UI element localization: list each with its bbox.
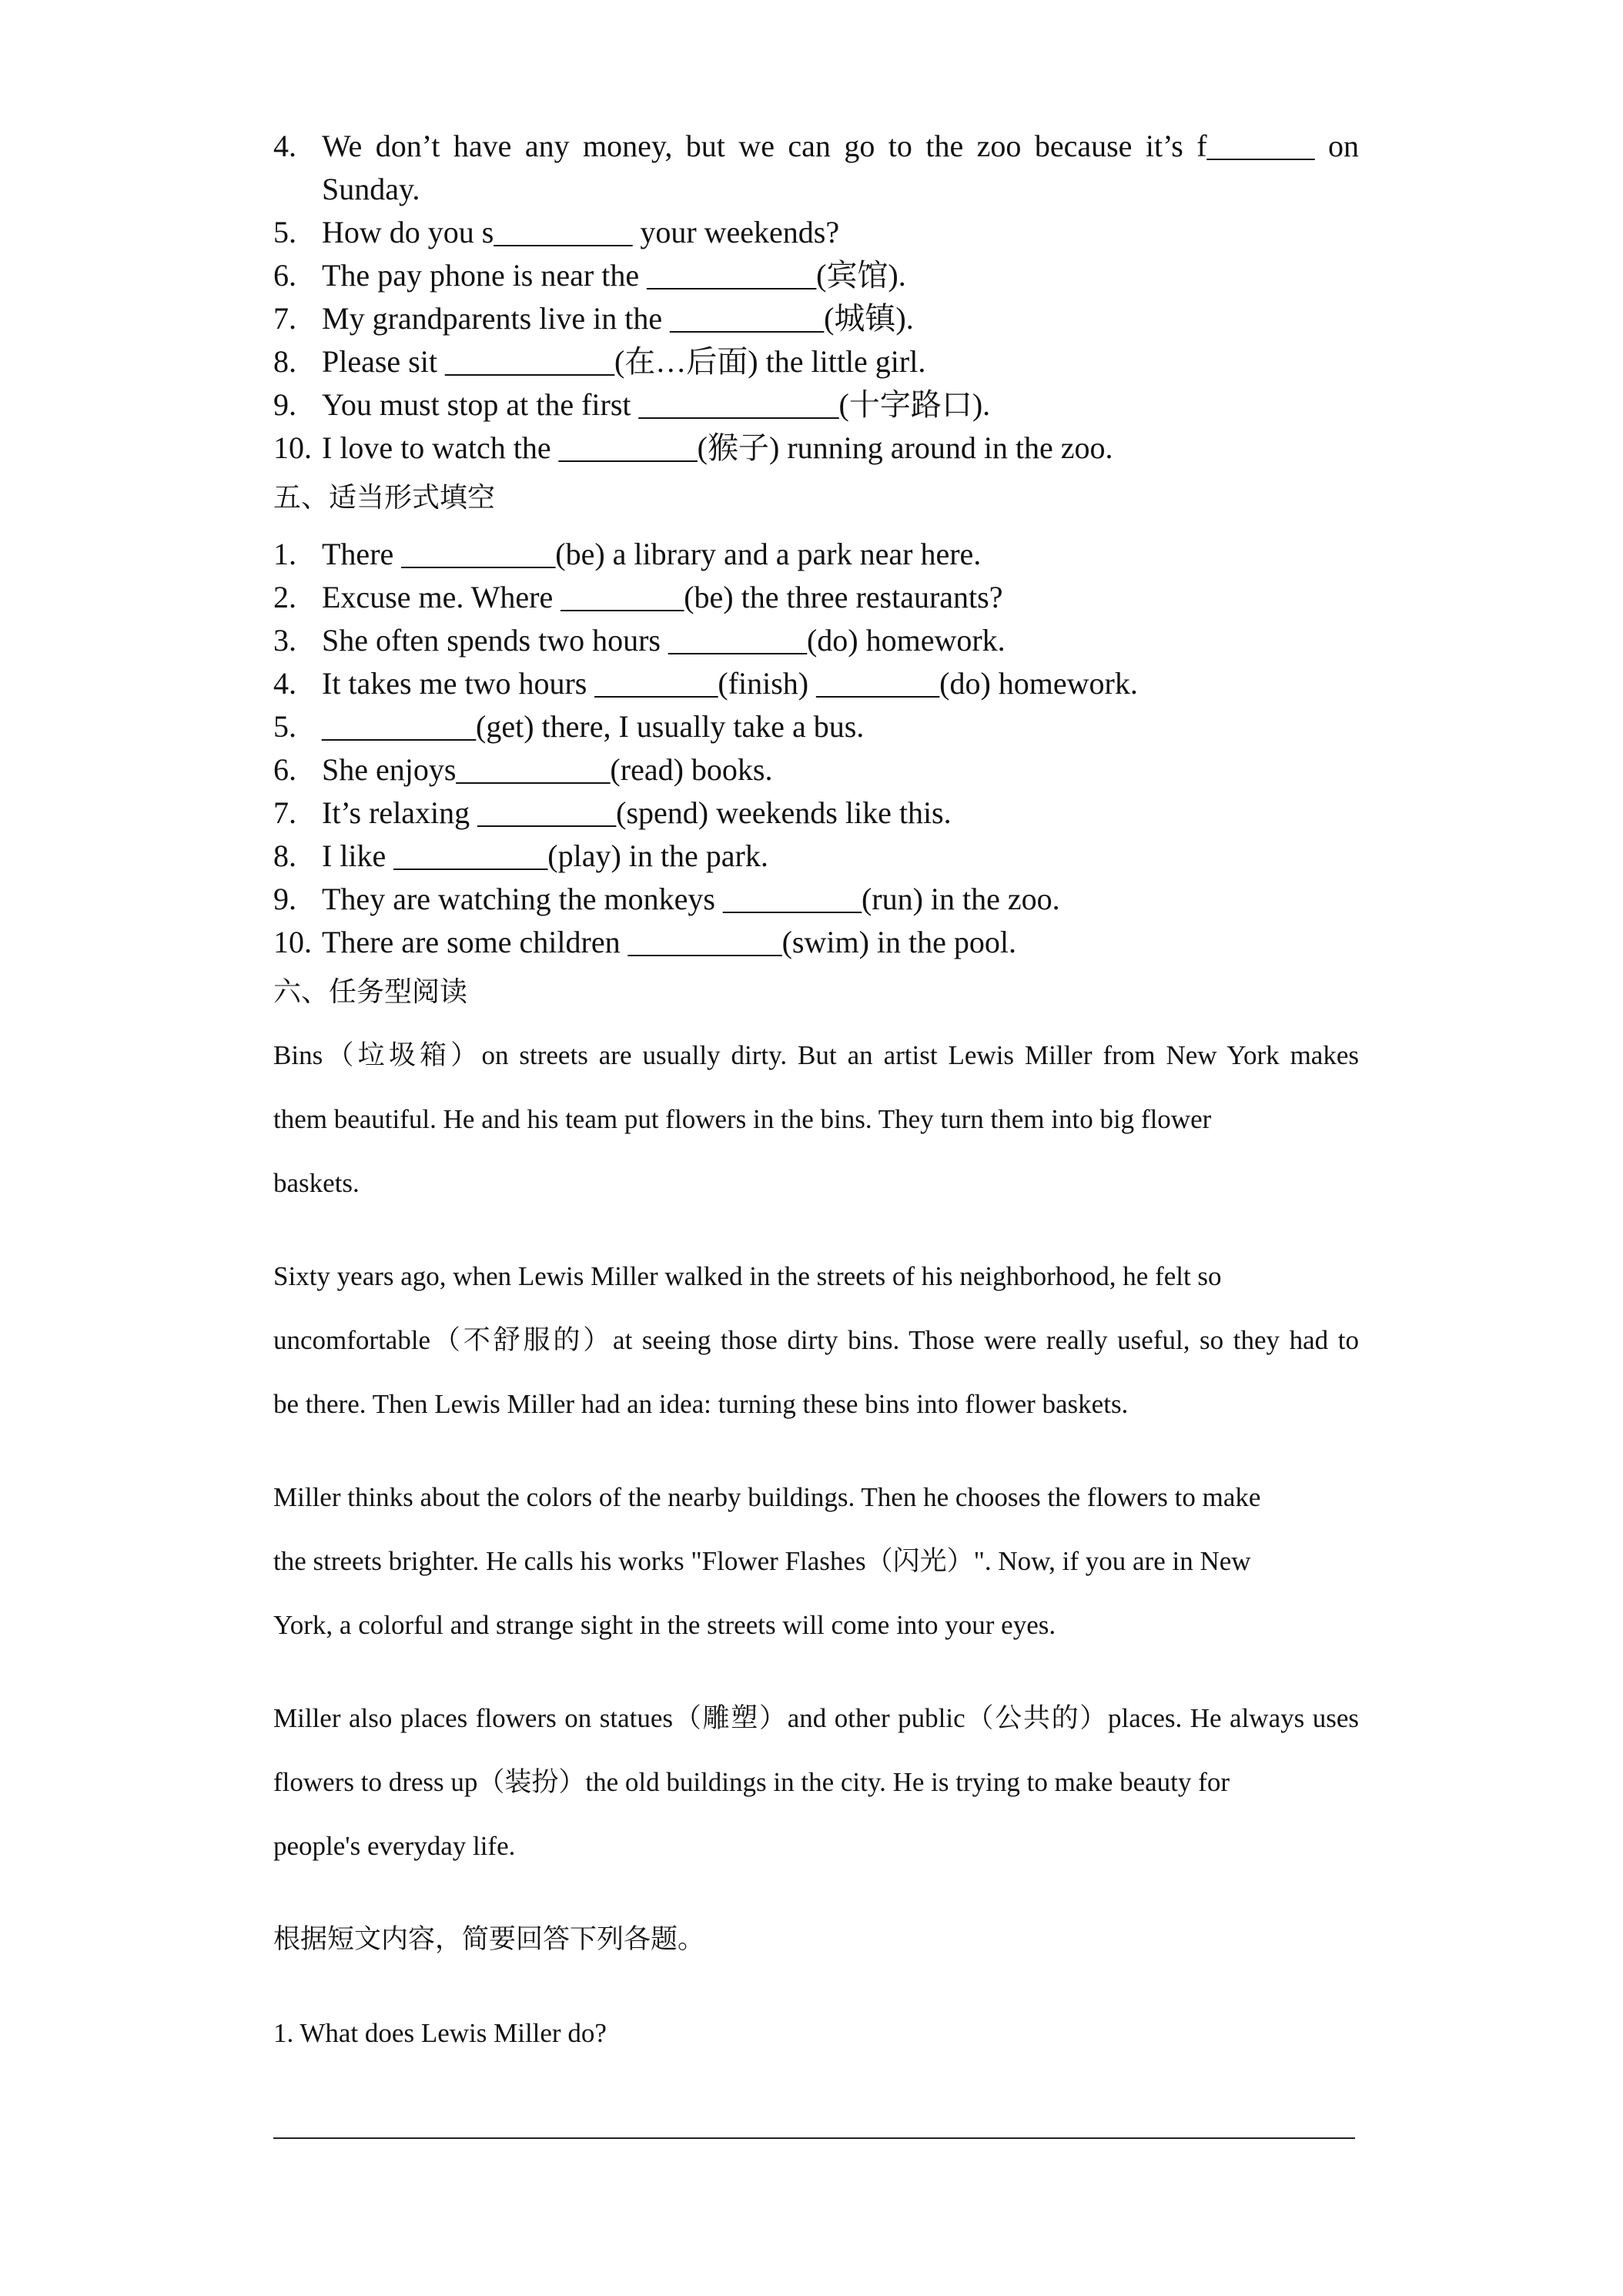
item-text: She often spends two hours _________(do) homework. [322,623,1006,658]
item-text: There __________(be) a library and a park near here. [322,537,982,571]
item-number: 10. [273,925,312,959]
reading-line: baskets. [273,1168,360,1198]
item-text: There are some children __________(swim) in the pool. [322,925,1016,959]
item-text: The pay phone is near the ___________(宾馆). [322,258,906,293]
item-number: 3. [273,623,296,658]
item-number: 10. [273,430,312,465]
section5-heading: 五、适当形式填空 [273,482,496,514]
reading-line: the streets brighter. He calls his works "Flower Flashes（闪光）". Now, if you are in New [273,1546,1251,1576]
item-text: It’s relaxing _________(spend) weekends like this. [322,795,952,830]
item-text: I like __________(play) in the park. [322,838,768,873]
reading-line: Miller also places flowers on statues（雕塑）and other public（公共的）places. He always uses [273,1703,1359,1733]
item-number: 9. [273,387,296,422]
answer-line [273,2137,1355,2139]
question-1: 1. What does Lewis Miller do? [273,2018,607,2048]
item-text-continued: Sunday. [322,172,420,206]
reading-line: uncomfortable（不舒服的）at seeing those dirty bins. Those were really useful, so they had to [273,1325,1359,1355]
item-text: How do you s_________ your weekends? [322,215,840,249]
item-text: I love to watch the _________(猴子) running around in the zoo. [322,430,1113,465]
item-text: Excuse me. Where ________(be) the three restaurants? [322,580,1003,614]
item-number: 5. [273,709,296,744]
item-number: 9. [273,882,296,916]
item-text: My grandparents live in the __________(城镇). [322,301,914,336]
item-text: __________(get) there, I usually take a bus. [322,709,865,744]
item-text: She enjoys__________(read) books. [322,752,773,787]
reading-line: be there. Then Lewis Miller had an idea: turning these bins into flower baskets. [273,1389,1129,1419]
item-number: 8. [273,344,296,379]
item-number: 4. [273,666,296,701]
reading-line: Sixty years ago, when Lewis Miller walked in the streets of his neighborhood, he felt so [273,1261,1222,1291]
item-text: We don’t have any money, but we can go to the zoo because it’s f_______ on [322,129,1359,163]
item-number: 2. [273,580,296,614]
item-text: It takes me two hours ________(finish) ________(do) homework. [322,666,1138,701]
reading-line: flowers to dress up（装扮）the old buildings in the city. He is trying to make beauty for [273,1767,1230,1797]
reading-instruction: 根据短文内容，简要回答下列各题。 [273,1924,705,1954]
item-number: 1. [273,537,296,571]
item-number: 6. [273,258,296,293]
reading-line: York, a colorful and strange sight in the streets will come into your eyes. [273,1610,1056,1640]
section6-heading: 六、任务型阅读 [273,976,468,1008]
item-text: You must stop at the first _____________(十字路口). [322,387,991,422]
item-number: 7. [273,301,296,336]
item-number: 4. [273,129,296,163]
item-text: They are watching the monkeys _________(run) in the zoo. [322,882,1060,916]
item-text: Please sit ___________(在…后面) the little girl. [322,344,926,379]
reading-line: them beautiful. He and his team put flowers in the bins. They turn them into big flower [273,1104,1212,1134]
item-number: 5. [273,215,296,249]
item-number: 8. [273,838,296,873]
reading-line: Bins（垃圾箱）on streets are usually dirty. But an artist Lewis Miller from New York makes [273,1040,1359,1070]
item-number: 7. [273,795,296,830]
reading-line: Miller thinks about the colors of the nearby buildings. Then he chooses the flowers to make [273,1482,1261,1512]
item-number: 6. [273,752,296,787]
reading-line: people's everyday life. [273,1831,516,1861]
